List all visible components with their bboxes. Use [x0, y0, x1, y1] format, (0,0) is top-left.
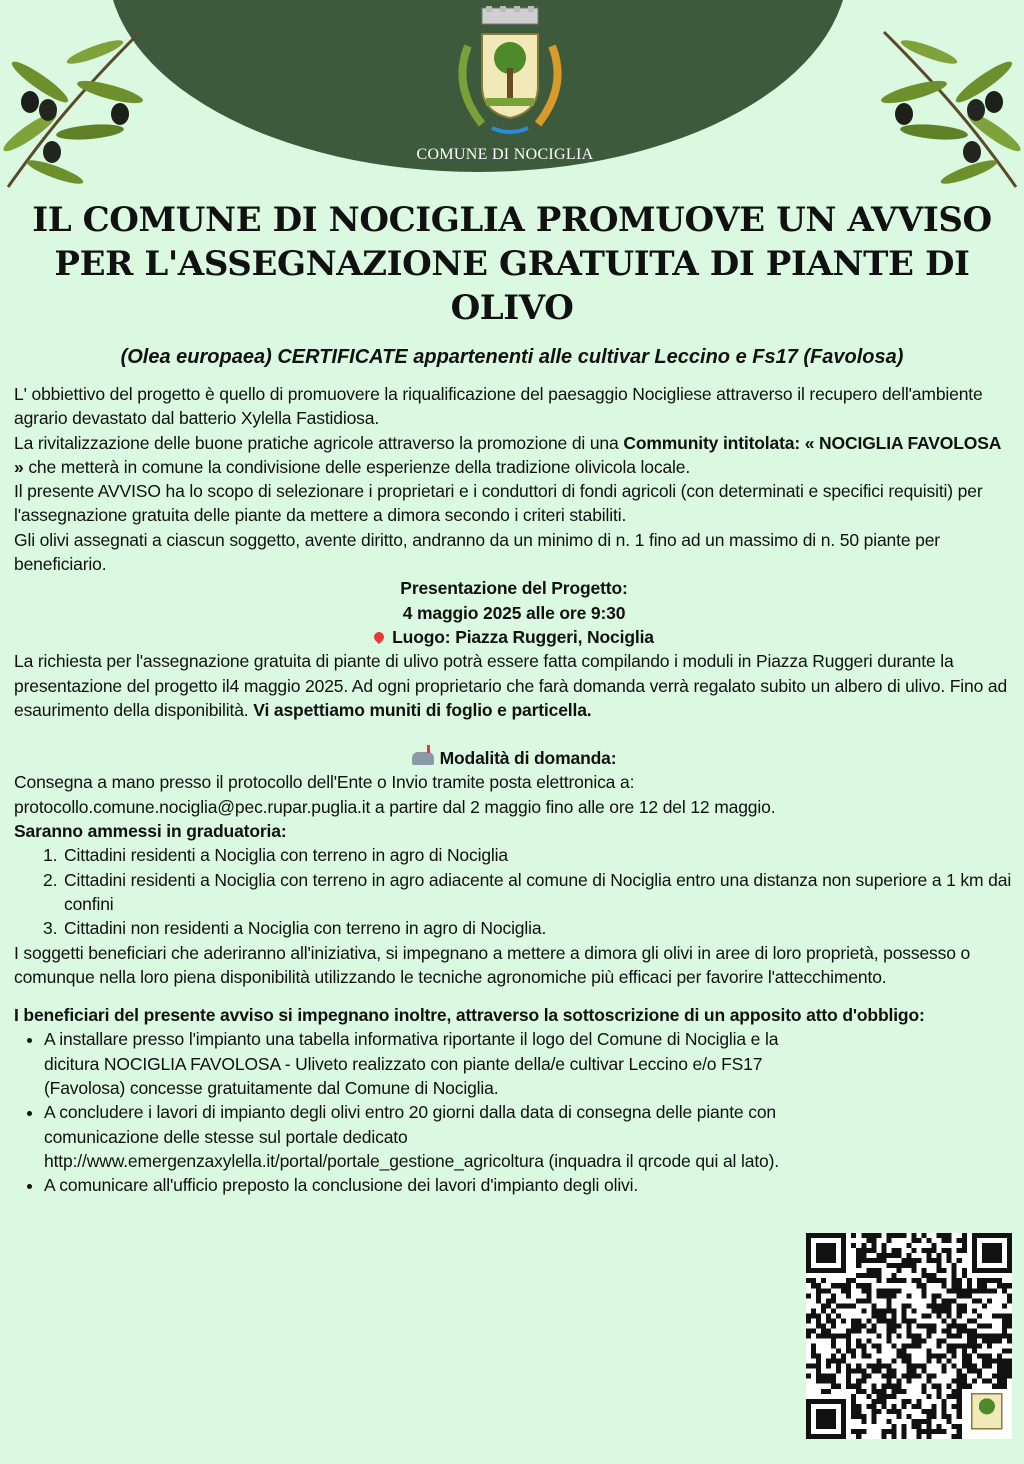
community-name: Community intitolata: « NOCIGLIA FAVOLOSA » — [14, 432, 1001, 477]
event-location: Luogo: Piazza Ruggeri, Nociglia — [14, 625, 1014, 649]
graduatoria-item: 3. Cittadini non residenti a Nociglia con terreno in agro di Nociglia. — [62, 916, 1014, 940]
modalita-line-1: Consegna a mano presso il protocollo dell'Ente o Invio tramite posta elettronica a: — [14, 772, 635, 793]
graduatoria-list — [14, 843, 1014, 940]
intro-paragraph-4: Gli olivi assegnati a ciascun soggetto, avente diritto, andranno da un minimo di n. 1 fino ad un massimo di n. 50 piante per beneficiario. — [14, 529, 940, 575]
intro-paragraph-3: Il presente AVVISO ha lo scopo di selezionare i proprietari e i conduttori di fondi agricoli (con determinati e specifici requisiti) per l'assegnazione gratuita delle piante da mettere a dimora secondo i criteri stabiliti. — [14, 481, 983, 526]
request-bold: Vi aspettiamo muniti di foglio e particella. — [253, 699, 592, 720]
location-pin-icon — [372, 630, 386, 644]
spacer — [14, 722, 1014, 746]
mailbox-icon — [412, 752, 434, 765]
obblighi-item: • A installare presso l'impianto una tabella informativa riportante il logo del Comune di Nociglia e la dicitura NOCIGLIA FAVOLOSA - Uliveto realizzato con piante della/e cultivar Leccino e/o FS17 (Favolosa) concesse gratuitamente dal Comune di Nociglia. — [44, 1027, 824, 1100]
modalita-line-2: protocollo.comune.nociglia@pec.rupar.puglia.it a partire dal 2 maggio fino alle ore 12 del 12 maggio. — [14, 796, 776, 817]
spacer — [14, 989, 1014, 1003]
modalita-heading: Modalità di domanda: — [14, 746, 1014, 770]
qr-code-icon[interactable] — [806, 1233, 1012, 1439]
graduatoria-item: 2. Cittadini residenti a Nociglia con terreno in agro adiacente al comune di Nociglia entro una distanza non superiore a 1 km dai confini — [62, 868, 1014, 917]
olive-branch-right-icon — [874, 22, 1024, 192]
page-title: IL COMUNE DI NOCIGLIA PROMUOVE UN AVVISO PER L'ASSEGNAZIONE GRATUITA DI PIANTE DI OLIVO — [32, 200, 992, 328]
comune-label: COMUNE DI NOCIGLIA — [416, 146, 594, 163]
obblighi-item: • A comunicare all'ufficio preposto la conclusione dei lavori d'impianto degli olivi. — [44, 1173, 824, 1197]
page-subtitle: (Olea europaea) CERTIFICATE appartenenti alle cultivar Leccino e Fs17 (Favolosa) — [120, 346, 904, 368]
request-paragraph: La richiesta per l'assegnazione gratuita di piante di ulivo potrà essere fatta compilando i moduli in Piazza Ruggeri durante la presentazione del progetto il4 maggio 2025. Ad ogni proprietario che farà domanda verrà regalato subito un albero di ulivo. Fino ad esaurimento della disponibilità. Vi aspettiamo muniti di foglio e particella. — [14, 651, 1008, 720]
intro-paragraph-1: L' obbiettivo del progetto è quello di promuovere la riqualificazione del paesaggio Nocigliese attraverso il recupero dell'ambiente agrario devastato dal batterio Xylella Fastidiosa. — [14, 384, 983, 429]
obblighi-heading: I beneficiari del presente avviso si impegnano inoltre, attraverso la sottoscrizione di un apposito atto d'obbligo: — [14, 1005, 925, 1026]
graduatoria-item: 1. Cittadini residenti a Nociglia con terreno in agro di Nociglia — [62, 843, 1014, 867]
obblighi-list — [14, 1027, 824, 1197]
event-date: 4 maggio 2025 alle ore 9:30 — [402, 602, 626, 623]
event-heading: Presentazione del Progetto: — [400, 578, 628, 599]
notice-body — [14, 382, 1014, 1198]
obblighi-item: • A concludere i lavori di impianto degli olivi entro 20 giorni dalla data di consegna delle piante con comunicazione delle stesse sul portale dedicato http://www.emergenzaxylella.it/portal/portale_gestione_agricoltura (inquadra il qrcode qui al lato). — [44, 1100, 824, 1173]
olive-branch-left-icon — [0, 22, 150, 192]
coat-of-arms-icon — [442, 6, 578, 142]
graduatoria-heading: Saranno ammessi in graduatoria: — [14, 821, 287, 842]
intro-paragraph-2: La rivitalizzazione delle buone pratiche agricole attraverso la promozione di una Community intitolata: « NOCIGLIA FAVOLOSA » che metterà in comune la condivisione delle esperienze della tradizione olivicola locale. — [14, 432, 1001, 477]
impegni-paragraph: I soggetti beneficiari che aderiranno all'iniziativa, si impegnano a mettere a dimora gli olivi in aree di loro proprietà, possesso o comunque nella loro piena disponibilità utilizzando le tecniche agronomiche più efficaci per favorire l'attecchimento. — [14, 942, 971, 987]
